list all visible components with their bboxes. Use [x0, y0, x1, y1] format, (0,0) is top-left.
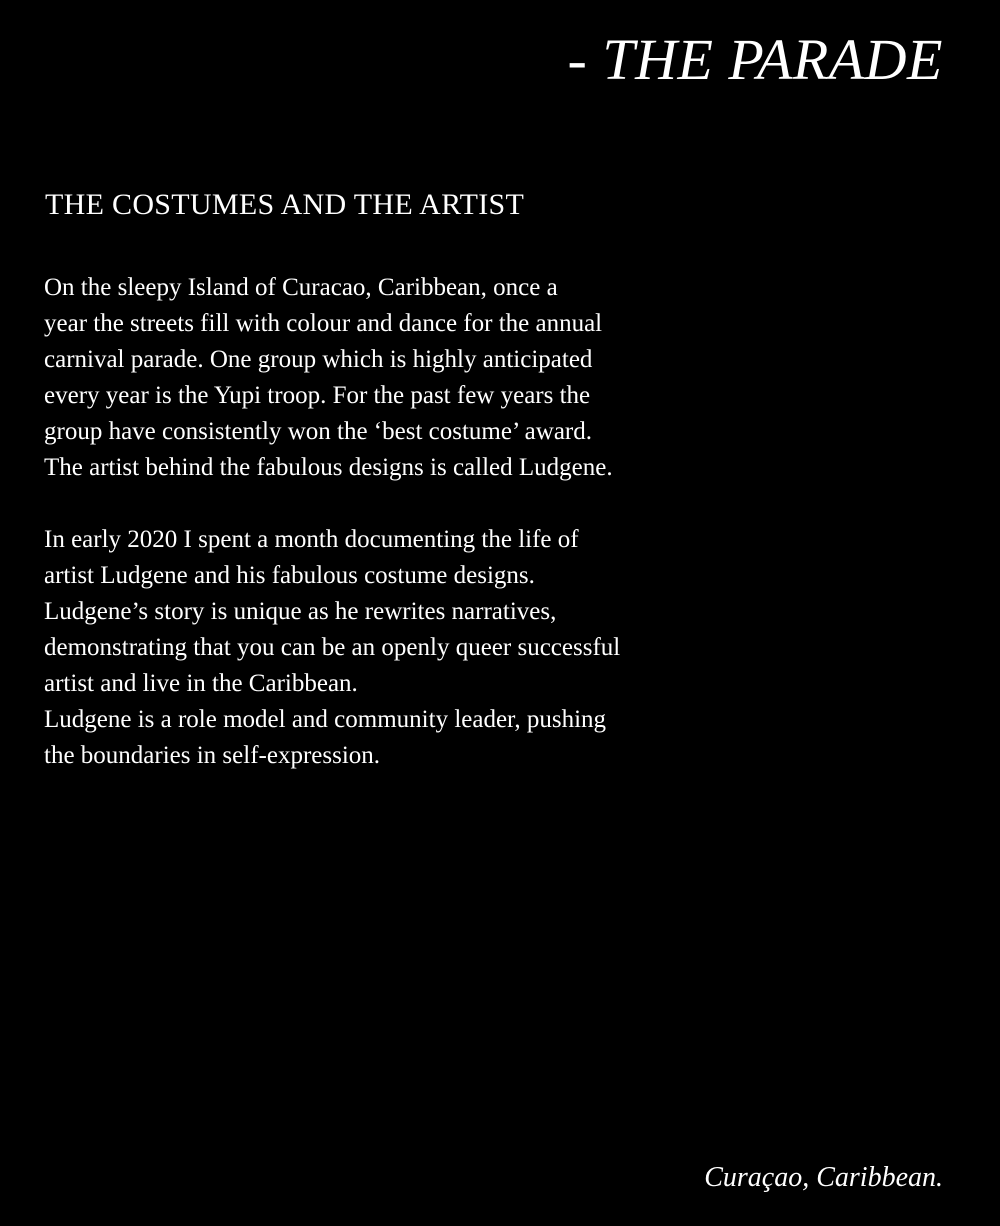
paragraph-line: The artist behind the fabulous designs is called Ludgene.: [44, 454, 613, 481]
paragraph-line: every year is the Yupi troop. For the past few years the: [44, 382, 591, 409]
section-title: THE COSTUMES AND THE ARTIST: [45, 188, 525, 221]
paragraph-line: On the sleepy Island of Curacao, Caribbean, once a: [44, 274, 558, 301]
paragraph-line: In early 2020 I spent a month documenting the life of: [44, 526, 579, 553]
page-heading: - THE PARADE: [567, 27, 943, 92]
paragraph-line: the boundaries in self-expression.: [44, 742, 381, 769]
artist-paragraph: [44, 522, 804, 774]
paragraph-line: artist Ludgene and his fabulous costume designs.: [44, 562, 535, 589]
paragraph-line: Ludgene’s story is unique as he rewrites narratives,: [44, 598, 557, 625]
paragraph-line: artist and live in the Caribbean.: [44, 670, 358, 697]
paragraph-line: group have consistently won the ‘best costume’ award.: [44, 418, 592, 445]
paragraph-line: Ludgene is a role model and community leader, pushing: [44, 706, 607, 733]
paragraph-line: carnival parade. One group which is highly anticipated: [44, 346, 593, 373]
intro-paragraph: [44, 270, 804, 486]
paragraph-line: year the streets fill with colour and dance for the annual: [44, 310, 603, 337]
paragraph-line: demonstrating that you can be an openly queer successful: [44, 634, 621, 661]
location-caption: Curaçao, Caribbean.: [704, 1162, 943, 1193]
